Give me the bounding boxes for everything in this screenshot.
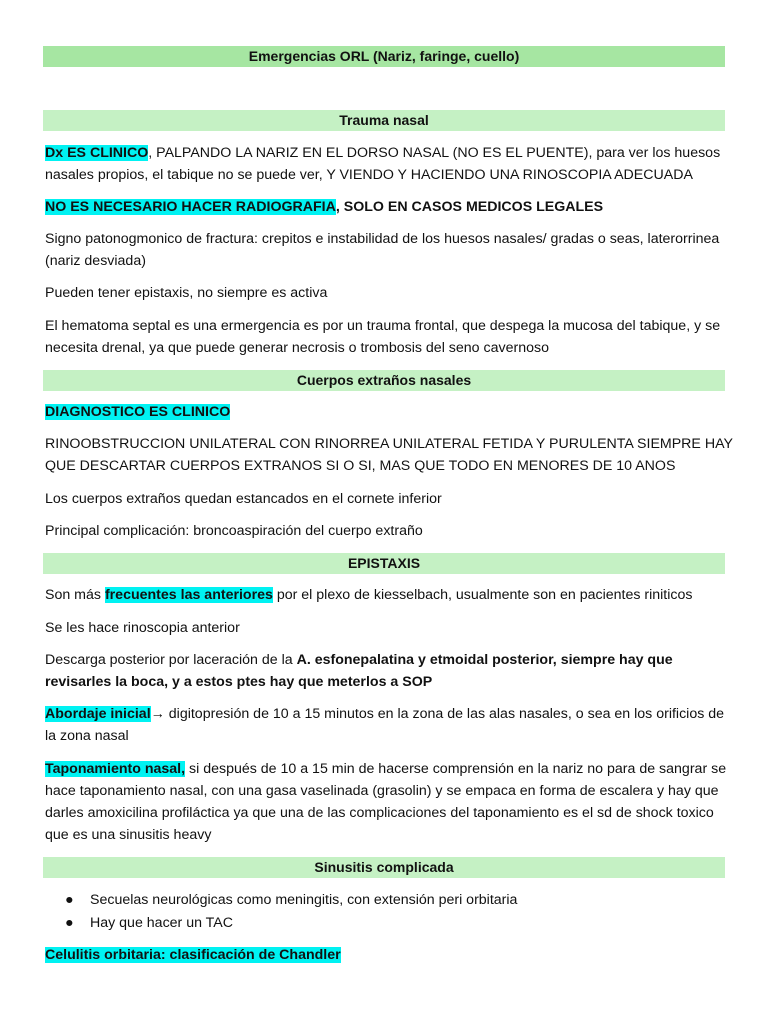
epistaxis-paragraph-5 bbox=[45, 758, 735, 846]
bullet-icon: ● bbox=[65, 892, 74, 908]
sinusitis-bullet-list bbox=[45, 889, 517, 935]
cuerpos-paragraph-2: RINOOBSTRUCCION UNILATERAL CON RINORREA UNILATERAL FETIDA Y PURULENTA SIEMPRE HAY QUE DESCARTAR CUERPOS EXTRANOS SI O SI, MAS QUE TODO EN MENORES DE 10 ANOS bbox=[45, 436, 733, 474]
trauma-paragraph-2-text: , SOLO EN CASOS MEDICOS LEGALES bbox=[335, 199, 604, 215]
highlight-dx-clinico: Dx ES CLINICO bbox=[45, 145, 149, 161]
highlight-taponamiento-nasal: Taponamiento nasal, bbox=[45, 761, 186, 777]
list-item-text: Secuelas neurológicas como meningitis, con extensión peri orbitaria bbox=[90, 892, 518, 908]
highlight-diagnostico-clinico: DIAGNOSTICO ES CLINICO bbox=[45, 404, 231, 420]
list-item bbox=[45, 889, 517, 912]
epistaxis-paragraph-3-start: Descarga posterior por laceración de la bbox=[45, 652, 297, 668]
section-heading-trauma-nasal: Trauma nasal bbox=[43, 110, 725, 131]
epistaxis-paragraph-1-start: Son más bbox=[45, 587, 105, 603]
cuerpos-paragraph-4: Principal complicación: broncoaspiración del cuerpo extraño bbox=[45, 523, 423, 539]
section-heading-sinusitis-complicada: Sinusitis complicada bbox=[43, 857, 725, 878]
document-title: Emergencias ORL (Nariz, faringe, cuello) bbox=[43, 46, 725, 67]
epistaxis-paragraph-1 bbox=[45, 584, 735, 606]
epistaxis-paragraph-3-bold: A. esfonepalatina y etmoidal posterior, siempre hay que revisarles la boca, y a estos ptes hay que meterlos a SOP bbox=[45, 652, 673, 690]
list-item bbox=[45, 912, 517, 935]
epistaxis-paragraph-2: Se les hace rinoscopia anterior bbox=[45, 620, 240, 636]
trauma-paragraph-4: Pueden tener epistaxis, no siempre es activa bbox=[45, 285, 328, 301]
highlight-celulitis-orbitaria: Celulitis orbitaria: clasificación de Chandler bbox=[45, 947, 341, 963]
trauma-paragraph-1 bbox=[45, 142, 735, 186]
cuerpos-paragraph-1 bbox=[45, 401, 735, 423]
trauma-paragraph-2 bbox=[45, 196, 735, 218]
sinusitis-paragraph-1 bbox=[45, 944, 735, 966]
list-item-text: Hay que hacer un TAC bbox=[90, 915, 234, 931]
trauma-paragraph-1-text: , PALPANDO LA NARIZ EN EL DORSO NASAL (NO ES EL PUENTE), para ver los huesos nasales propios, el tabique no se puede ver, Y VIENDO Y HACIENDO UNA RINOSCOPIA ADECUADA bbox=[45, 145, 721, 183]
cuerpos-paragraph-3: Los cuerpos extraños quedan estancados en el cornete inferior bbox=[45, 491, 442, 507]
highlight-frecuentes-anteriores: frecuentes las anteriores bbox=[104, 587, 273, 603]
trauma-paragraph-3: Signo patonogmonico de fractura: crepitos e instabilidad de los huesos nasales/ gradas o seas, laterorrinea (nariz desviada) bbox=[45, 231, 720, 269]
section-heading-epistaxis: EPISTAXIS bbox=[43, 553, 725, 574]
arrow-right-icon: → bbox=[150, 706, 165, 722]
highlight-no-radiografia: NO ES NECESARIO HACER RADIOGRAFIA bbox=[45, 199, 336, 215]
epistaxis-paragraph-4 bbox=[45, 703, 735, 747]
epistaxis-paragraph-4-text: digitopresión de 10 a 15 minutos en la zona de las alas nasales, o sea en los orificios de la zona nasal bbox=[45, 706, 725, 744]
epistaxis-paragraph-3 bbox=[45, 649, 735, 693]
highlight-abordaje-inicial: Abordaje inicial bbox=[45, 706, 151, 722]
trauma-paragraph-5: El hematoma septal es una ermergencia es por un trauma frontal, que despega la mucosa del tabique, y se necesita drenal, ya que puede generar necrosis o trombosis del seno cavernoso bbox=[45, 318, 721, 356]
epistaxis-paragraph-5-text: si después de 10 a 15 min de hacerse comprensión en la nariz no para de sangrar se hace taponamiento nasal, con una gasa vaselinada (grasolin) y se empaca en forma de escalera y hay que darles amoxicilina profiláctica ya que una de las complicaciones del taponamiento es el sd de shock toxico que es una sinusitis heavy bbox=[45, 761, 727, 843]
section-heading-cuerpos-extranos: Cuerpos extraños nasales bbox=[43, 370, 725, 391]
bullet-icon: ● bbox=[65, 915, 74, 931]
epistaxis-paragraph-1-end: por el plexo de kiesselbach, usualmente son en pacientes riniticos bbox=[272, 587, 693, 603]
